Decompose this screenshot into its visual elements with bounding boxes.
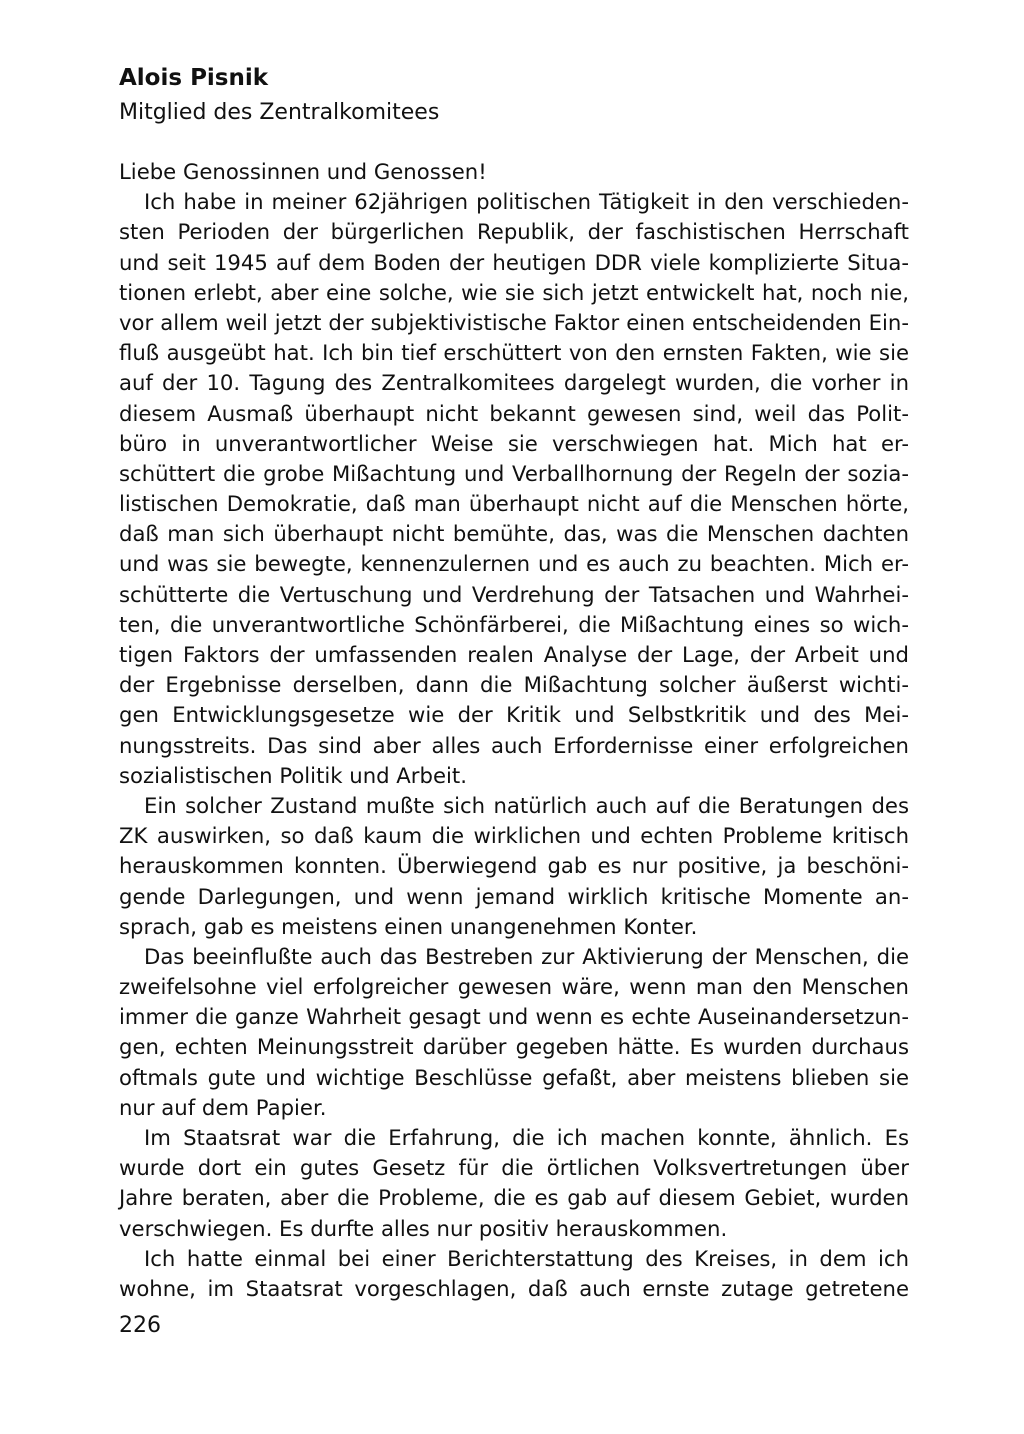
text-line: Das beeinflußte auch das Bestreben zur Aktivierung der Menschen, die <box>144 943 909 969</box>
text-line: verschwiegen. Es durfte alles nur positiv herauskommen. <box>119 1215 728 1241</box>
text-line: Ich habe in meiner 62jährigen politischen Tätigkeit in den verschieden- <box>144 189 909 215</box>
text-line: der Ergebnisse derselben, dann die Mißachtung solcher äußerst wichti- <box>119 672 909 698</box>
text-line: sprach, gab es meistens einen unangenehmen Konter. <box>119 913 698 939</box>
text-line: ZK auswirken, so daß kaum die wirklichen und echten Probleme kritisch <box>119 823 909 849</box>
speech-text <box>119 157 909 1304</box>
text-line: Ein solcher Zustand mußte sich natürlich auch auf die Beratungen des <box>144 792 909 818</box>
text-line: gende Darlegungen, und wenn jemand wirklich kritische Momente an- <box>119 883 909 909</box>
text-line: gen, echten Meinungsstreit darüber gegeben hätte. Es wurden durchaus <box>119 1034 909 1060</box>
text-line: immer die ganze Wahrheit gesagt und wenn es echte Auseinandersetzun- <box>119 1004 909 1030</box>
text-line: tigen Faktors der umfassenden realen Analyse der Lage, der Arbeit und <box>119 642 909 667</box>
text-line: nungsstreits. Das sind aber alles auch Erfordernisse einer erfolgreichen <box>119 732 909 758</box>
text-line: Im Staatsrat war die Erfahrung, die ich machen konnte, ähnlich. Es <box>144 1125 909 1150</box>
text-line: schütterte die Vertuschung und Verdrehung der Tatsachen und Wahrhei- <box>119 581 909 607</box>
text-line: büro in unverantwortlicher Weise sie verschwiegen hat. Mich hat er- <box>119 430 909 456</box>
page-number: 226 <box>119 1313 161 1338</box>
author-role: Mitglied des Zentralkomitees <box>119 100 440 125</box>
text-line: herauskommen konnten. Überwiegend gab es nur positive, ja beschöni- <box>119 853 909 879</box>
text-line: sozialistischen Politik und Arbeit. <box>119 762 467 788</box>
text-line: diesem Ausmaß überhaupt nicht bekannt gewesen sind, weil das Polit- <box>119 400 909 426</box>
text-line: sten Perioden der bürgerlichen Republik, der faschistischen Herrschaft <box>119 219 909 245</box>
text-line: und was sie bewegte, kennenzulernen und es auch zu beachten. Mich er- <box>119 551 909 577</box>
text-line: fluß ausgeübt hat. Ich bin tief erschüttert von den ernsten Fakten, wie sie <box>119 340 909 366</box>
author-name: Alois Pisnik <box>119 65 269 91</box>
text-line: wurde dort ein gutes Gesetz für die örtlichen Volksvertretungen über <box>119 1155 909 1181</box>
text-line: schüttert die grobe Mißachtung und Verballhornung der Regeln der sozia- <box>119 460 909 486</box>
text-line: gen Entwicklungsgesetze wie der Kritik und Selbstkritik und des Mei- <box>119 702 909 728</box>
text-line: Ich hatte einmal bei einer Berichterstattung des Kreises, in dem ich <box>144 1245 909 1271</box>
text-line: daß man sich überhaupt nicht bemühte, das, was die Menschen dachten <box>119 521 909 547</box>
text-line: wohne, im Staatsrat vorgeschlagen, daß auch ernste zutage getretene <box>119 1275 909 1301</box>
text-line: tionen erlebt, aber eine solche, wie sie sich jetzt entwickelt hat, noch nie, <box>119 279 909 305</box>
text-line: listischen Demokratie, daß man überhaupt nicht auf die Menschen hörte, <box>119 491 909 517</box>
text-line: auf der 10. Tagung des Zentralkomitees dargelegt wurden, die vorher in <box>119 370 909 396</box>
text-line: nur auf dem Papier. <box>119 1094 327 1120</box>
text-line: und seit 1945 auf dem Boden der heutigen DDR viele komplizierte Situa- <box>119 249 909 275</box>
text-line: ten, die unverantwortliche Schönfärberei, die Mißachtung eines so wich- <box>119 611 909 637</box>
text-line: vor allem weil jetzt der subjektivistische Faktor einen entscheidenden Ein- <box>119 309 909 335</box>
text-line: oftmals gute und wichtige Beschlüsse gefaßt, aber meistens blieben sie <box>119 1064 909 1090</box>
text-line: Jahre beraten, aber die Probleme, die es gab auf diesem Gebiet, wurden <box>119 1185 909 1211</box>
text-line: zweifelsohne viel erfolgreicher gewesen wäre, wenn man den Menschen <box>119 974 909 1000</box>
text-line: Liebe Genossinnen und Genossen! <box>119 159 487 184</box>
